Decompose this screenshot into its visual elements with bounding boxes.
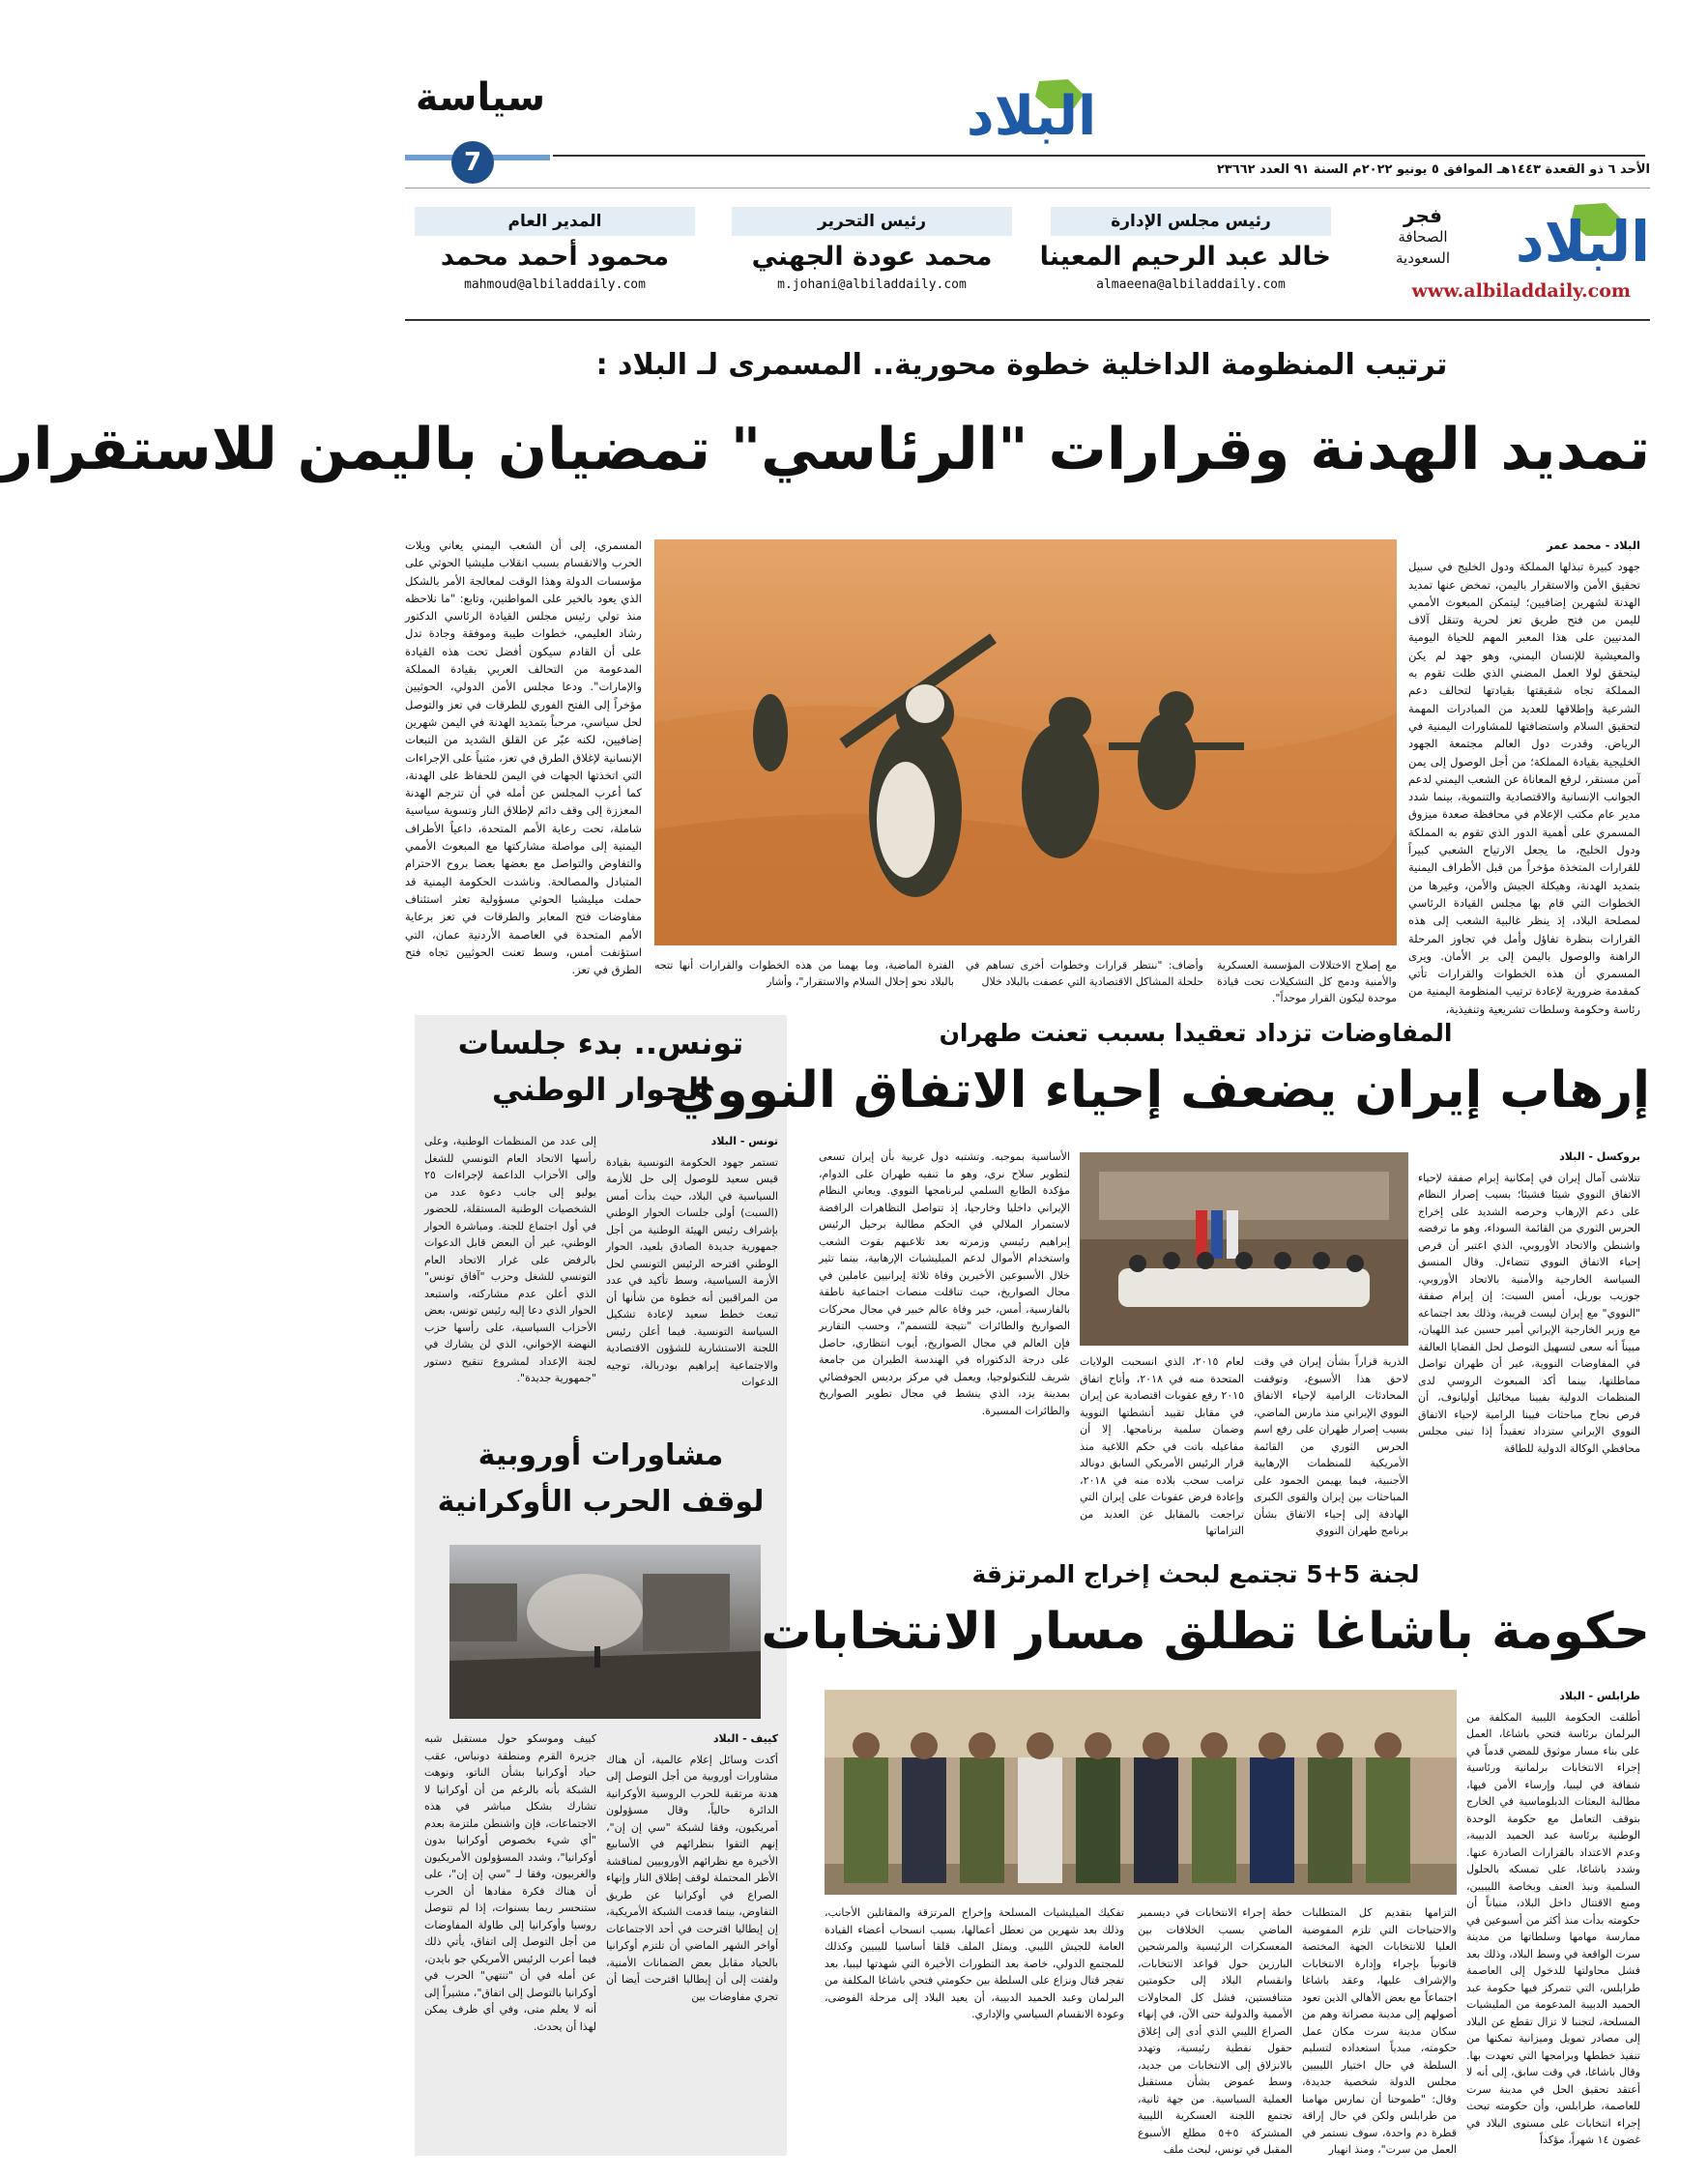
page-number: 7 xyxy=(463,148,482,177)
ukraine-byline: كييف - البلاد xyxy=(712,1732,778,1745)
tunisia-column xyxy=(606,1133,778,1462)
story2-text-2: الذرية قراراً بشأن إيران في وقت لاحق هذا الأسبوع، وتوقفت المحادثات الرامية لإحياء الاتفاق النووي الإيراني منذ مارس الماضي، بسبب إصرار طهران على رفع اسم الحرس الثوري من القائمة الأمريكية للمنظمات الإرهابية الأجنبية، فيما يهيمن الجمود على المباحثات بين إيران والقوى الكبرى الهادفة إلى إحياء الاتفاق بشأن برنامج طهران النووي xyxy=(1254,1355,1408,1537)
story2-text-1: تتلاشى آمال إيران في إمكانية إبرام صفقة لإحياء الاتفاق النووي شيئا فشيئا؛ بسبب إصرار النظام على دعم الإرهاب وحرصه الشديد على إخراج الحرس الثوري من القائمة السوداء، وهو ما ترفضه واشنطن والاتحاد الأوروبي، الذي اعتبر أن فرص إحياء الاتفاق النووي تتضاءل. وقال المنسق السياسة الخارجية والأمنية بالاتحاد الأوروبي، جوزيب بوريل، أمس السبت: إن إبرام صفقة "النووي" مع إيران ليست قريبة، وذلك بعد اجتماعه مع وزير الخارجية الإيراني أمير حسين عبد اللهيان، مبيناً أنه سعى لتسهيل التوصل لحل القضايا العالقة في المفاوضات النووية، غير أن طهران تواصل مماطلتها، بينما أكد المبعوث الروسي لدى المنظمات الدولية بفيينا ميخائيل أوليانوف، أن فرص نجاح مباحثات فيينا الرامية لإحياء الاتفاق النووي الإيراني ستزداد تعقيداً إذا تبنى مجلس محافظي الوكالة الدولية للطاقة xyxy=(1418,1171,1640,1455)
story1-byline: البلاد - محمد عمر xyxy=(1547,538,1640,552)
dateline: الأحد ٦ ذو القعدة ١٤٤٣هـ الموافق ٥ يونيو ٢٠٢٢م السنة ٩١ العدد ٢٣٦٦٢ xyxy=(1216,162,1650,177)
story1-column xyxy=(405,537,642,1001)
masthead-bottom-rule xyxy=(405,319,1650,321)
tunisia-headline-1: تونس.. بدء جلسات xyxy=(457,1025,744,1061)
ukraine-column xyxy=(424,1730,596,2156)
story3-text-3: خطة إجراء الانتخابات في ديسمبر الماضي بسبب الخلافات بين المعسكرات الرئيسية والمرشحين البارزين حول قواعد الانتخابات، وانقسام البلاد إلى حكومتين متنافستين، فشل كل المحاولات الأممية والدولية حتى الآن، في إنهاء الصراع الليبي الذي أدى إلى إغلاق حقول نفطية رئيسية، وتهدد بالانزلاق إلى الانتخابات من جديد، وسط غموض بشأن مستقبل العملية السياسية. من جهة ثانية، تجتمع اللجنة العسكرية الليبية المشتركة ٥+٥ مطلع الأسبوع المقبل في تونس، لبحث ملف xyxy=(1138,1906,1292,2156)
story3-text-4: تفكيك الميليشيات المسلحة وإخراج المرتزقة والمقاتلين الأجانب، وذلك بعد شهرين من تعطل أعمالها، بسبب انسحاب أعضاء القيادة العامة للجيش الليبي. ويمثل الملف قلقا أساسيا لليبيين وكذلك للمجتمع الدولي، خاصة بعد التطورات الأخيرة التي شهدتها ليبيا، بعد تفجر قتال ونزاع على السلطة بين حكومتي فتحي باشاغا المكلفة من البرلمان وعبد الحميد الدبيبة، أن يعيد البلاد إلى مرحلة الفوضى، وعودة الانقسام السياسي والإداري. xyxy=(825,1906,1124,2020)
slogan-line-3: السعودية xyxy=(1395,249,1450,267)
story3-text-1: أطلقت الحكومة الليبية المكلفة من البرلمان برئاسة فتحي باشاغا، العمل على بناء مسار موثوق للمضي قدماً في إجراء الانتخابات برلمانية ورئاسية شفافة في ليبيا، وإرساء الأمن فيها، مطالبة البعثات الدبلوماسية في الخارج بتوقف التعامل مع حكومة الوحدة الوطنية برئاسة عبد الحميد الدبيبة، وعدم الاعتداد بالقرارات الصادرة عنها. وشدد باشاغا، على تمسكه بالحلول السلمية ونبذ العنف وبخاصة الليبيين، ومنع الاقتتال داخل البلاد، منياناً أن حكومته بدأت منذ أكثر من أسبوعين في ممارسة مهامها وسلطاتها من مدينة سرت الواقعة في وسط البلاد، وذلك بعد فشل محاولتها للدخول إلى العاصمة طرابلس، التي تتمركز فيها حكومة عبد الحميد الدبيبة المدعومة من المليشيات المسلحة، لتجنبا لا تزال تقطع عن البلاد إلى مصادر تمويل وميزانية تمكنها من تنفيذ خططها وبرامجها التي تعهدت بها. وقال باشاغا، في وقت سابق، إلى أنه لا أعتقد تحقيق الحل في مدينة سرت للعاصمة، طرابلس، وأن حكومته تبحث إجراء انتخابات على مستوى البلاد في غضون ١٤ شهراً، مؤكداً xyxy=(1466,1710,1640,2146)
story2-photo xyxy=(1080,1152,1408,1346)
staff-name: خالد عبد الرحيم المعينا xyxy=(1039,242,1331,272)
story3-column xyxy=(1138,1904,1292,2156)
tunisia-text-2: إلى عدد من المنظمات الوطنية، وعلى رأسها الاتحاد العام التونسي للشغل وإلى الأحزاب الداعمة لإجراءات ٢٥ يوليو إلى جانب دعوة عدد من الشخصيات الوطنية المستقلة، للحضور في أول اجتماع للجنة. ومباشرة الحوار الوطني، غير أن البعض قابل الدعوات بالرفض على غرار الاتحاد العام التونسي للشغل وحزب "آفاق تونس" الذي أعلن عدم مشاركته، واستبعد الحوار الذي دعا إليه رئيس تونس، بعض الأحزاب السياسية، على رأسها حزب النهضة الإخواني، الذي لن يشارك في لجنة الإعداد لمشروع تنقيح دستور "جمهورية جديدة". xyxy=(424,1135,596,1384)
header-rule xyxy=(553,155,1645,157)
ukraine-headline-2: لوقف الحرب الأوكرانية xyxy=(437,1485,765,1519)
military-officers-group-image xyxy=(825,1690,1457,1895)
tunisia-column xyxy=(424,1133,596,1462)
story2-kicker: المفاوضات تزداد تعقيدا بسبب تعنت طهران xyxy=(939,1019,1453,1047)
masthead-logo-text: البلاد xyxy=(1515,209,1650,275)
story2-column xyxy=(1254,1353,1408,1537)
staff-role: رئيس مجلس الإدارة xyxy=(1051,207,1331,236)
masthead-top-rule xyxy=(405,188,1650,189)
tunisia-headline-2: الحوار الوطني xyxy=(491,1071,710,1108)
ukraine-photo xyxy=(449,1545,761,1719)
story1-column xyxy=(1408,537,1640,1016)
page-number-badge xyxy=(451,141,494,184)
story1-text-1: جهود كبيرة تبذلها المملكة ودول الخليج في سبيل تحقيق الأمن والاستقرار باليمن، تمخض عنها تمديد الهدنة لشهرين إضافيين؛ ليتمكن المبعوث الأممي لليمن من فتح طريق تعز لحرية وتنقل آلاف المدنيين على هذا المعبر المهم للحياة اليومية والمعيشية للإنسان اليمني، وهو جهد لم يكن ليتحقق لولا العمل المضني الذي ظلت تقوم به المملكة تجاه شقيقتها بقيادتها لتحالف دعم الشرعية وإطلاقها للعديد من المبادرات المهمة لتحقيق السلام واستضافتها للمشاورات اليمنية في الرياض. وقدرت دول العالم مجتمعة الجهود الخليجية بقيادة المملكة؛ من أجل الوصول إلى يمن آمن مستقر، لرفع المعاناة عن الشعب اليمني لدعم الجوانب الإنسانية والاقتصادية والتنموية، بينما شدد مدير عام مكتب الإعلام في محافظة صعدة ميزوق المسمري على أهمية الدور الذي تقوم به المملكة ودول الخليج، ما يجعل الارتياح الشعبي كبيراً للقرارات المتخذة مؤخراً من قبل الأطراف اليمنية بتمديد الهدنة، وهيكلة الجيش والأمن، وغيرها من الخطوات التي قام بها مجلس القيادة الرئاسي لمصلحة البلاد، إذ ينظر غالبية الشعب إلى هذه القرارات بنظرة تفاؤل وأمل في تجاوز المرحلة الراهنة والوصول باليمن إلى بر الأمان. ويرى المسمري أن هذه الخطوات والقرارات تأتي كمقدمة ضرورية لإعادة ترتيب المنظومة اليمنية من رئاسة وحكومة وسلطات تشريعية وتنفيذية، xyxy=(1408,560,1640,1016)
story2-text-3: لعام ٢٠١٥، الذي انسحبت الولايات المتحدة منه في ٢٠١٨، وأتاح اتفاق ٢٠١٥ رفع عقوبات اقتصادية عن إيران في مقابل تقييد أنشطتها النووية وضمان سلمية برنامجها. إلا أن مفاعيله باتت في حكم اللاغية منذ قرار الرئيس الأمريكي السابق دونالد ترامب سحب بلاده منه في ٢٠١٨، وإعادة فرض عقوبات على إيران التي تراجعت بالمقابل عن العديد من التزاماتها xyxy=(1080,1355,1245,1537)
staff-chairman xyxy=(1039,207,1331,292)
staff-name: محمد عودة الجهني xyxy=(751,242,993,272)
story3-text-2: التزامها بتقديم كل المتطلبات والاحتياجات التي تلزم المفوضية العليا للانتخابات الجهة المختصة قانونياً بإجراء وإدارة الانتخابات والإشراف عليها، وعقد باشاغا اجتماعاً مع بعض الأهالي الذين تعود أصولهم إلى مدينة مصراتة وهم من سكان مدينة سرت مكان عمل حكومته، مبدياً استعداده لتسليم السلطة في حال اختيار الليبيين مجلس الدولة شخصية جديدة، وقال: "طموحنا أن نمارس مهامنا من طرابلس ولكن في حال إراقة قطرة دم واحدة، سوف نستمر في العمل من سرت"، ومنذ انهيار xyxy=(1302,1906,1457,2156)
tunisia-byline: تونس - البلاد xyxy=(710,1135,778,1147)
story1-headline: تمديد الهدنة وقرارات "الرئاسي" تمضيان باليمن للاستقرار xyxy=(0,416,1650,483)
story3-kicker: لجنة 5+5 تجتمع لبحث إخراج المرتزقة xyxy=(971,1560,1420,1588)
story3-photo xyxy=(825,1690,1457,1895)
staff-name: محمود أحمد محمد xyxy=(440,242,670,272)
slogan-line-2: الصحافة xyxy=(1398,228,1448,246)
tunisia-text-1: تستمر جهود الحكومة التونسية بقيادة قيس سعيد للوصول إلى حل للأزمة السياسية في البلاد، حيث بدأت أمس (السبت) أولى جلسات الحوار الوطني بإشراف رئيس الهيئة الوطنية من أجل جمهورية جديدة الصادق بلعيد، الحوار الوطني اقترحه الرئيس التونسي لحل الأزمة السياسية، وسط تأكيد في عدد من المراقبين أنه خطوة من شأنها أن تبعث خطط سعيد لإعادة تشكيل السياسة التونسية. فيما أعلن رئيس اللجنة الاستشارية للشؤون الاقتصادية والاجتماعية إبراهيم بودربالة، توجيه الدعوات xyxy=(606,1155,778,1388)
story2-column xyxy=(1418,1148,1640,1516)
ukraine-column xyxy=(606,1730,778,2156)
staff-role: المدير العام xyxy=(415,207,695,236)
ukraine-text-1: أكدت وسائل إعلام عالمية، أن هناك مشاورات أوروبية من أجل التوصل إلى هدنة مرتقبة للحرب الروسية الأوكرانية الدائرة حالياً، وقال مسؤولون أمريكيون، وفقا لشبكة "سي إن إن"، إنهم التقوا بنظرائهم في الأسابيع الأخيرة مع نظرائهم الأوروبيين لمناقشة الأطر المحتملة لوقف إطلاق النار وإنهاء الصراع في أوكرانيا عن طريق التفاوض، بينما قدمت الشبكة الأمريكية، إن إيطاليا اقترحت في أحد الاجتماعات أواخر الشهر الماضي أن تلتزم أوكرانيا بالحياد مقابل بعض الضمانات الأمنية، ولفتت إلى أن إيطاليا اقترحت أيضا أن تجري مفاوضات بين xyxy=(606,1753,778,2003)
staff-email: m.johani@albiladdaily.com xyxy=(777,277,967,292)
staff-general-manager xyxy=(415,207,695,292)
war-ruins-image xyxy=(449,1545,761,1719)
slogan xyxy=(1379,205,1466,269)
story1-caption: الفترة الماضية، وما يهمنا من هذه الخطوات والقرارات أنها تتجه بالبلاد نحو إحلال السلام والاستقرار"، وأشار xyxy=(654,959,954,988)
soldiers-in-desert-image xyxy=(654,539,1397,945)
slogan-line-1: فجر xyxy=(1404,204,1442,227)
story3-column xyxy=(1302,1904,1457,2156)
story3-column xyxy=(825,1904,1124,2156)
section-title: سياسة xyxy=(415,75,546,120)
story2-headline: إرهاب إيران يضعف إحياء الاتفاق النووي xyxy=(670,1061,1650,1119)
story1-text-2: المسمري، إلى أن الشعب اليمني يعاني ويلات الحرب والانقسام بسبب انقلاب مليشيا الحوثي على مؤسسات الدولة وهذا الوقت لمعالجة الأمر بالشكل الذي يعود بالخير على المواطنين، وتابع: "ما نلاحظه منذ تولي رئيس مجلس القيادة الرئاسي الدكتور رشاد العليمي، خطوات طيبة وموفقة وجادة تدل على أن القادم سيكون أفضل تحت هذه القيادة المدعومة من التحالف العربي بقيادة المملكة والإمارات". ودعا مجلس الأمن الدولي، الحوثيين مؤخراً إلى الفتح الفوري للطرقات في تعز والتوصل لحل سياسي، مرحباً بتمديد الهدنة في اليمن شهرين إضافيين، لكنه عبّر عن القلق الشديد من التبعات الإنسانية لإغلاق الطرق في تعز، مثنياً على الإجراءات التي اتخذتها الجهات في اليمن للحفاظ على الهدنة، كما أعرب المجلس عن أمله في أن تترجم الهدنة المعززة إلى وقف دائم لإطلاق النار وتسوية سياسية شاملة، تحت رعاية الأمم المتحدة، داعياً الأطراف اليمنية إلى مواصلة مشاركتها مع المبعوث الأممي والتفاوض والتواصل مع بعضها بعضا بروح الاحترام المتبادل والمصالحة. وناشدت الحكومة اليمنية قد حملت ميليشيا الحوثي مسؤولية تعثر استئناف مفاوضات فتح المعابر والطرقات في تعز برعاية الأمم المتحدة في العاصمة الأردنية عمان، التي استؤنفت أمس، وسط تعنت الحوثيين تجاه فتح الطرق في تعز. xyxy=(405,538,642,977)
story1-kicker: ترتيب المنظومة الداخلية خطوة محورية.. المسمرى لـ البلاد : xyxy=(595,348,1448,382)
story1-photo xyxy=(654,539,1397,945)
staff-role: رئيس التحرير xyxy=(732,207,1012,236)
negotiation-meeting-image xyxy=(1080,1152,1408,1346)
website: www.albiladdaily.com xyxy=(1411,280,1631,302)
staff-email: almaeena@albiladdaily.com xyxy=(1096,277,1286,292)
header-logo xyxy=(954,75,1109,153)
ukraine-text-2: كييف وموسكو حول مستقبل شبه جزيرة القرم ومنطقة دونباس، عقب حياد أوكرانيا بشأن الناتو، ونوهت الشبكة بأنه بالرغم من أن أوكرانيا لا تشارك بشكل مباشر في هذه الاجتماعات، فإن واشنطن ملتزمة بعدم "أي شيء بخصوص أوكرانيا بدون أوكرانيا"، وشدد المسؤولون الأمريكيون والغربيون، وفقا لـ "سي إن إن"، على أن هناك فكرة مفادها أن الحرب ستنحسر ربما بسنوات، إذا لم تتوصل روسيا وأوكرانيا إلى طاولة المفاوضات من أجل التوصل إلى اتفاق، يأتي ذلك فيما أعرب الرئيس الأمريكي جو بايدن، عن أمله في أن "تنتهي" الحرب في أوكرانيا بالتوصل إلى اتفاق"، مشيراً إلى أنه لا يعلم متى، وفي أي ظرف يمكن لهذا أن يحدث. xyxy=(424,1732,596,2033)
story2-column xyxy=(1080,1353,1245,1537)
story3-column xyxy=(1466,1688,1640,2152)
story2-column xyxy=(819,1148,1070,1516)
story3-byline: طرابلس - البلاد xyxy=(1559,1690,1640,1702)
ukraine-headline-1: مشاورات أوروبية xyxy=(478,1438,724,1472)
story1-caption: وأضاف: "ننتظر قرارات وخطوات أخرى تساهم في حلحلة المشاكل الاقتصادية التي عصفت بالبلاد خلال xyxy=(966,959,1203,988)
header-logo-text: البلاد xyxy=(966,85,1097,148)
staff-editor-in-chief xyxy=(732,207,1012,292)
story1-caption: مع إصلاح الاختلالات المؤسسة العسكرية والأمنية ودمج كل التشكيلات تحت قيادة موحدة ليكون القرار موحداً". xyxy=(1217,959,1397,1004)
story3-headline: حكومة باشاغا تطلق مسار الانتخابات xyxy=(761,1603,1650,1661)
story2-byline: بروكسل - البلاد xyxy=(1559,1150,1640,1163)
staff-email: mahmoud@albiladdaily.com xyxy=(464,277,646,292)
story2-text-4: الأساسية بموجبه. وتشتبه دول غربية بأن إيران تسعى لتطوير سلاح نري، وهو ما تنفيه طهران على الدوام، مؤكدة الطابع السلمي لبرنامجها النووي. ويعاني النظام الإيراني داخليا وخارجيا، إذ تتواصل التظاهرات الرافضة لاستمرار الملالي في الحكم مطالبة برحيل الرئيس إبراهيم رئيسي وزمرته بعد تلاعبهم بقوت الشعب واستخدام الأموال لدعم الميليشيات الإرهابية، بينما تثير خلال الأسبوعين الأخيرين وفاة ثلاثة إيرانيين عاملين في مجال الصواريخ، حيث تناقلت منصات اجتماعية ناطقة بالفارسية، أمس، خبر وفاة عالم خبير في مجال محركات الصواريخ والطائرات "نتيجة للتسمم"، وحسب التقارير فإن العالم في مجال الصواريخ، أيوب انتظاري، حاصل على درجة الدكتوراه في الهندسة الطيران من جامعة شريف للتكنولوجيا، ويعمل في مركز برديس الجوفضائي بمدينة يزد، الذي ينشط في مجال تطوير الصواريخ والطائرات المسيرة. xyxy=(819,1150,1070,1417)
